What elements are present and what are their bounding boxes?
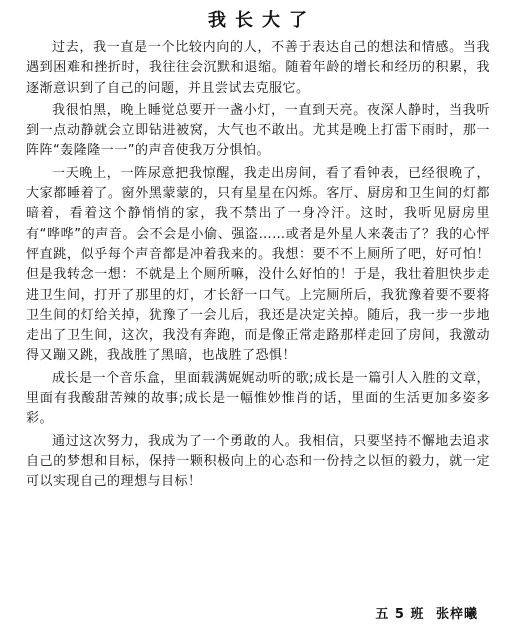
document-title: 我长大了 — [208, 10, 316, 31]
paragraph-1: 过去，我一直是一个比较内向的人，不善于表达自己的想法和情感。当我遇到困难和挫折时，我往往会沉默和退缩。随着年龄的增长和经历的积累，我逐渐意识到了自己的问题，并且尝试去克服它。 — [26, 40, 490, 96]
paragraph-3: 一天晚上，一阵尿意把我惊醒，我走出房间，看了看钟表，已经很晚了，大家都睡着了。窗外黑蒙蒙的，只有星星在闪烁。客厅、厨房和卫生间的灯都暗着，看着这个静悄悄的家，我不禁出了一身冷汗。这时，我听见厨房里有“哗哗”的声音。会不会是小偷、强盗……或者是外星人来袭击了？我的心怦怦直跳，似乎每个声音都是冲着我来的。我想：要不不上厕所了吧，好可怕！但是我转念一想：不就是上个厕所嘛，没什么好怕的！于是，我壮着胆快步走进卫生间，打开了那里的灯，才长舒一口气。上完厕所后，我犹豫着要不要将卫生间的灯给关掉，犹豫了一会儿后，我还是决定关掉。随后，我一步一步地走出了卫生间，这次，我没有奔跑，而是像正常走路那样走回了房间，我激动得又蹦又跳，我战胜了黑暗，也战胜了恐惧！ — [26, 165, 490, 364]
paragraph-5: 通过这次努力，我成为了一个勇敢的人。我相信，只要坚持不懈地去追求自己的梦想和目标，保持一颗积极向上的心态和一份持之以恒的毅力，就一定可以实现自己的理想与目标！ — [26, 433, 490, 490]
signature — [375, 603, 478, 622]
paragraph-2: 我很怕黑，晚上睡觉总要开一盏小灯，一直到天亮。夜深人静时，当我听到一点动静就会立即钻进被窝，大气也不敢出。尤其是晚上打雷下雨时，那一阵阵“轰隆隆一一”的声音使我万分惧怕。 — [26, 102, 490, 159]
signature-class: 五 5 班 — [375, 607, 425, 622]
paragraph-4: 成长是一个音乐盒，里面载满娓娓动听的歌;成长是一篇引人入胜的文章，里面有我酸甜苦辣的故事;成长是一幅惟妙惟肖的话，里面的生活更加多姿多彩。 — [26, 370, 490, 427]
signature-author: 张梓曦 — [435, 607, 478, 622]
